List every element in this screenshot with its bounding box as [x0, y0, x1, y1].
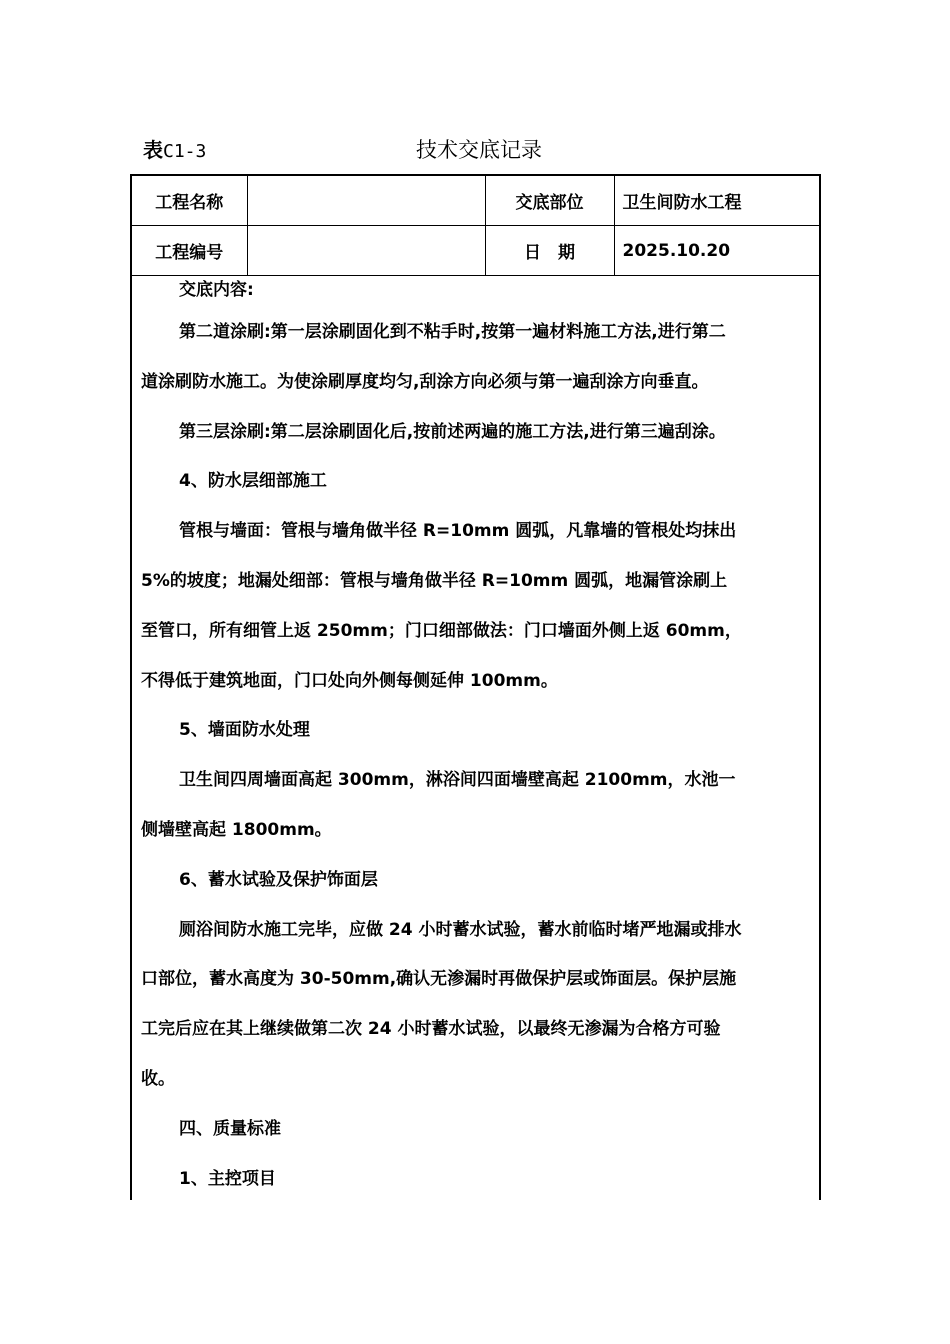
table-row [132, 226, 819, 276]
content-heading: 4、防水层细部施工 [179, 471, 327, 492]
disclosure-record-sheet [130, 174, 821, 1200]
document-header [131, 134, 821, 168]
content-heading: 6、蓄水试验及保护饰面层 [179, 869, 378, 890]
content-line: 第三层涂刷:第二层涂刷固化后,按前述两遍的施工方法,进行第三遍刮涂。 [179, 421, 726, 442]
location-value: 卫生间防水工程 [614, 176, 819, 226]
content-line: 不得低于建筑地面，门口处向外侧每侧延伸 100mm。 [141, 670, 558, 691]
content-heading: 5、墙面防水处理 [179, 720, 310, 741]
content-line: 厕浴间防水施工完毕，应做 24 小时蓄水试验，蓄水前临时堵严地漏或排水 [179, 919, 742, 940]
project-name-value [247, 176, 485, 226]
disclosure-content [132, 276, 819, 1204]
content-line: 口部位，蓄水高度为 30-50mm,确认无渗漏时再做保护层或饰面层。保护层施 [141, 969, 737, 990]
project-number-value [247, 226, 485, 276]
date-label: 日 期 [485, 226, 614, 276]
content-heading: 1、主控项目 [179, 1168, 276, 1189]
table-row [132, 176, 819, 226]
content-line: 至管口，所有细管上返 250mm；门口细部做法：门口墙面外侧上返 60mm， [141, 620, 742, 641]
project-number-label: 工程编号 [132, 226, 247, 276]
content-line: 第二道涂刷:第一层涂刷固化到不粘手时,按第一遍材料施工方法,进行第二 [179, 322, 726, 342]
content-line: 卫生间四周墙面高起 300mm，淋浴间四面墙壁高起 2100mm，水池一 [179, 770, 736, 791]
project-name-label: 工程名称 [132, 176, 247, 226]
content-label: 交底内容: [179, 280, 254, 300]
content-line: 道涂刷防水施工。为使涂刷厚度均匀,刮涂方向必须与第一遍刮涂方向垂直。 [141, 371, 709, 392]
form-code [143, 136, 206, 166]
form-code-number: C1-3 [163, 141, 207, 162]
content-line: 收。 [141, 1068, 175, 1089]
content-line: 侧墙壁高起 1800mm。 [141, 819, 332, 840]
content-line: 工完后应在其上继续做第二次 24 小时蓄水试验，以最终无渗漏为合格方可验 [141, 1019, 721, 1040]
content-line: 管根与墙面：管根与墙角做半径 R=10mm 圆弧，凡靠墙的管根处均抹出 [179, 521, 737, 542]
project-info-table [132, 176, 819, 276]
content-heading: 四、质量标准 [179, 1118, 281, 1139]
location-label: 交底部位 [485, 176, 614, 226]
document-title: 技术交底记录 [416, 138, 542, 162]
form-code-prefix: 表 [143, 138, 163, 162]
content-line: 5%的坡度；地漏处细部：管根与墙角做半径 R=10mm 圆弧，地漏管涂刷上 [141, 570, 728, 591]
date-value: 2025.10.20 [614, 226, 819, 276]
